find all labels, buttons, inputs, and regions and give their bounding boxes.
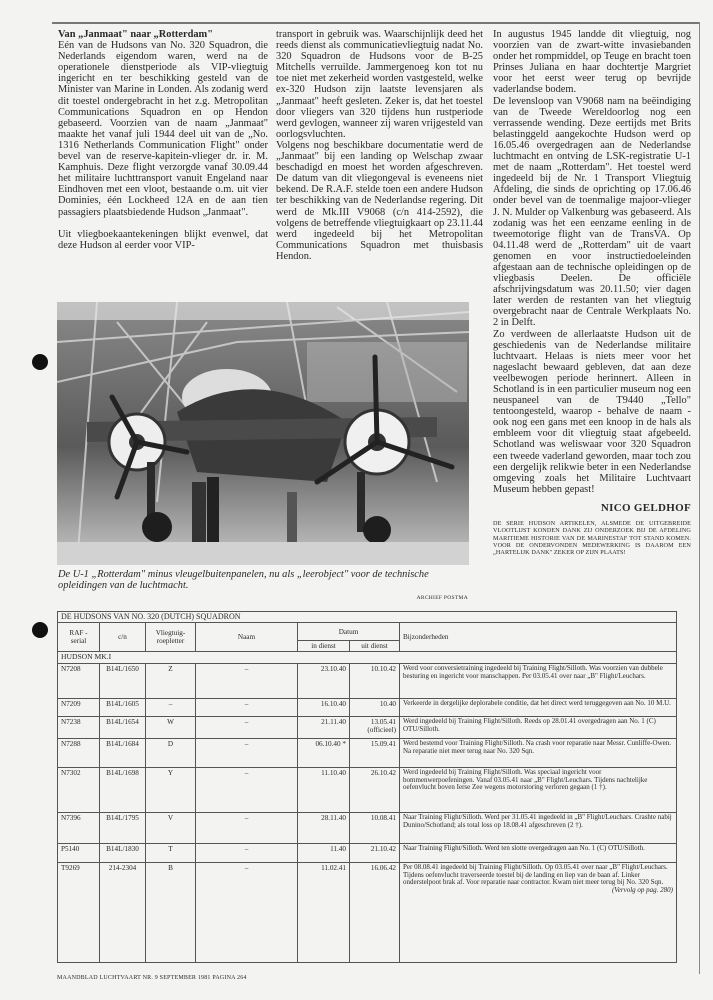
remarks-cell: Naar Training Flight/Silloth. Werd ten slotte overgedragen aan No. 1 (C) OTU/Silloth. <box>400 843 677 862</box>
serial-cell: N7238 <box>58 716 100 738</box>
cn-cell: B14L/1698 <box>100 767 146 812</box>
name-cell: – <box>196 843 298 862</box>
paragraph: De levensloop van V9068 nam na beëindiging van de Tweede Wereldoorlog nog een verrassende wending. Deze eertijds met Brits belastinggeld aangekochte Hudson werd op 16.05.46 overgedragen aan de Nederlandse luchtmacht en ontving de LSK-registratie U-1 met de naam „Rotterdam". Het toestel werd ingedeeld bij de Nr. 1 Transport Vliegtuig Afdeling, die sinds de oprichting op 17.06.46 onder bevel van de toenmalige majoor-vlieger J. N. Mulder op Valkenburg was gebaseerd. Als zodanig was het een eenzame eenling in de tweemotorige flight van de TransVA. Op 04.11.48 werd de „Rotterdam" uit de vaart genomen en voor instructiedoeleinden afgestaan aan de technische opleidingen op de vliegbasis Deelen. De officiële afschrijvingsdatum was 20.11.50; vier dagen later werden de restanten van het vliegtuig overgebracht naar de Centrale Werkplaats No. 2 in Delft. <box>493 95 691 329</box>
serial-cell: N7302 <box>58 767 100 812</box>
in-service-cell: 21.11.40 <box>298 716 350 738</box>
remarks-text: Per 08.08.41 ingedeeld bij Training Flight/Silloth. Op 03.05.41 over naar „B" Flight/Leuchars. Tijdens oefenvlucht traverseerde toestel bij de landing en liep van de baan af. Linker onderstelpoot brak af. Voor reparatie naar contractor. Kwam niet meer terug bij No. 320 Sqn. <box>403 862 668 887</box>
name-cell: – <box>196 812 298 843</box>
table-row <box>58 716 677 738</box>
paragraph: Zo verdween de allerlaatste Hudson uit de geschiedenis van de Nederlandse militaire luchtvaart. Helaas is niets meer voor het nageslacht bewaard gebleven, dat aan deze veelbewogen periode herinnert. Alleen in Schotland is in een particulier museum nog een neuspaneel van de T9440 „Tello" tentoongesteld, waarop - behalve de naam - ook nog een gans met een knoop in de hals als embleem voor dit vliegtuig staat afgebeeld. Schotland was weliswaar voor 320 Squadron een tweede vaderland geworden, maar toch zou een dergelijk relikwie beter in een Nederlandse omgeving zoals het Militaire Luchtvaart Museum hebben gepast! <box>493 328 691 495</box>
out-service-cell: 10.08.41 <box>350 812 400 843</box>
paragraph: In augustus 1945 landde dit vliegtuig, nog voorzien van de zwart-witte invasiebanden onder het rompmiddel, op Teuge en bracht toen Prinses Juliana en haar dochtertje Margriet voor het eerst weer terug op bevrijde vaderlandse bodem. <box>493 29 691 96</box>
header-name: Naam <box>196 623 298 652</box>
serial-cell: N7209 <box>58 698 100 716</box>
cn-cell: B14L/1684 <box>100 738 146 767</box>
header-date: Datum <box>298 623 400 641</box>
continued-note: (Vervolg op pag. 280) <box>611 886 673 895</box>
article-column-3 <box>493 29 691 557</box>
photo-credit: ARCHIEF POSTMA <box>416 595 468 601</box>
code-cell: – <box>146 698 196 716</box>
article-column-1 <box>58 29 268 251</box>
code-cell: T <box>146 843 196 862</box>
header-remarks: Bijzonderheden <box>400 623 677 652</box>
header-cn: c/n <box>100 623 146 652</box>
name-cell: – <box>196 663 298 698</box>
serial-cell: T9269 <box>58 862 100 962</box>
cn-cell: B14L/1795 <box>100 812 146 843</box>
table-row <box>58 843 677 862</box>
table-row <box>58 698 677 716</box>
in-service-cell: 23.10.40 <box>298 663 350 698</box>
cn-cell: B14L/1650 <box>100 663 146 698</box>
punch-hole <box>32 354 48 370</box>
name-cell: – <box>196 716 298 738</box>
table-row <box>58 862 677 962</box>
serial-cell: N7396 <box>58 812 100 843</box>
cn-cell: B14L/1605 <box>100 698 146 716</box>
header-in-service: in dienst <box>298 641 350 652</box>
cn-cell: B14L/1654 <box>100 716 146 738</box>
out-service-cell: 13.05.41 (officieel) <box>350 716 400 738</box>
page-footer: MAANDBLAD LUCHTVAART NR. 9 SEPTEMBER 1981 PAGINA 264 <box>57 975 247 981</box>
name-cell: – <box>196 767 298 812</box>
aircraft-photo <box>57 302 469 565</box>
serial-cell: N7288 <box>58 738 100 767</box>
serial-cell: P5140 <box>58 843 100 862</box>
table-row <box>58 812 677 843</box>
out-service-cell: 10.40 <box>350 698 400 716</box>
out-service-cell: 26.10.42 <box>350 767 400 812</box>
code-cell: V <box>146 812 196 843</box>
acknowledgement-note: DE SERIE HUDSON ARTIKELEN, ALSMEDE DE UITGEBREIDE VLOOTLIJST KONDEN DANK ZIJ ONDERZOEK BIJ DE AFDELING MARITIEME HISTORIE VAN DE MARINESTAF TOT STAND KOMEN. VOOR DE ONDERVONDEN MEDEWERKING IS DAAROM EEN „HARTELIJK DANK" ZEKER OP ZIJN PLAATS! <box>493 520 691 557</box>
remarks-cell: Werd ingedeeld bij Training Flight/Silloth. Reeds op 28.01.41 overgedragen aan No. 1 (C) OTU/Silloth. <box>400 716 677 738</box>
header-serial: RAF - serial <box>58 623 100 652</box>
remarks-cell: Werd ingedeeld bij Training Flight/Silloth. Was speciaal ingericht voor bommenwerpoefeningen. Vanaf 03.05.41 naar „B" Flight/Leuchars. Tijdens nachtelijke oefenvlucht boven Ierse Zee wegens motorstoring verloren gegaan (1 †). <box>400 767 677 812</box>
serial-cell: N7208 <box>58 663 100 698</box>
remarks-cell <box>400 862 677 962</box>
code-cell: B <box>146 862 196 962</box>
code-cell: Z <box>146 663 196 698</box>
cn-cell: 214-2304 <box>100 862 146 962</box>
article-title: Van „Janmaat" naar „Rotterdam" <box>58 29 213 40</box>
out-service-cell: 16.06.42 <box>350 862 400 962</box>
remarks-cell: Verkeerde in dergelijke deplorabele conditie, dat het direct werd teruggegeven aan No. 10 M.U. <box>400 698 677 716</box>
author-name: NICO GELDHOF <box>600 501 691 514</box>
table-title: DE HUDSONS VAN NO. 320 (DUTCH) SQUADRON <box>58 612 677 623</box>
out-service-cell: 21.10.42 <box>350 843 400 862</box>
remarks-cell: Naar Training Flight/Silloth. Werd per 31.05.41 ingedeeld in „B" Flight/Leuchars. Crashte nabij Dunino/Schotland; als total loss op 18.08.41 afgeschreven (2 †). <box>400 812 677 843</box>
code-cell: W <box>146 716 196 738</box>
paragraph: Uit vliegboekaantekeningen blijkt evenwel, dat deze Hudson al eerder voor VIP- <box>58 228 268 251</box>
section-label: HUDSON MK.I <box>58 652 677 663</box>
punch-hole <box>32 622 48 638</box>
paragraph: Volgens nog beschikbare documentatie werd de „Janmaat" bij een landing op Welschap zwaar beschadigd en moest het worden afgeschreven. De datum van dit vliegongeval is eveneens niet bekend. De R.A.F. stelde toen een andere Hudson ter beschikking van de Nederlandse regering. Dit werd de Mk.III V9068 (c/n 414-2592), die volgens de betreffende vliegtuigkaart op 23.11.44 werd ingedeeld bij het Metropolitan Communications Squadron met thuisbasis Hendon. <box>276 139 483 262</box>
in-service-cell: 11.40 <box>298 843 350 862</box>
table-row <box>58 663 677 698</box>
in-service-cell: 28.11.40 <box>298 812 350 843</box>
code-cell: D <box>146 738 196 767</box>
paragraph: transport in gebruik was. Waarschijnlijk deed het reeds dienst als communicatievliegtuig nadat No. 320 Squadron de Hudsons voor de B-25 Mitchells verruilde. Jammergenoeg kon tot nu toe niet met zekerheid worden vastgesteld, welke ex-320 Hudson zijn laatste levensjaren als „Janmaat" heeft gesleten. Zeker is, dat het toestel door vliegers van 320 tijdens hun rustperiode werd gevlogen, wanneer zij waren vrijgesteld van oorlogsvluchten. <box>276 29 483 140</box>
remarks-cell: Werd bestemd voor Training Flight/Silloth. Na crash voor reparatie naar Messr. Cunliffe-Owen. Na reparatie niet meer terug naar No. 320 Sqn. <box>400 738 677 767</box>
table-row <box>58 767 677 812</box>
photo-caption: De U-1 „Rotterdam" minus vleugelbuitenpanelen, nu als „leerobject" voor de technische opleidingen van de luchtmacht. <box>58 569 429 591</box>
name-cell: – <box>196 738 298 767</box>
header-code: Vliegtuig-roepletter <box>146 623 196 652</box>
in-service-cell: 16.10.40 <box>298 698 350 716</box>
code-cell: Y <box>146 767 196 812</box>
table-row <box>58 738 677 767</box>
in-service-cell: 11.10.40 <box>298 767 350 812</box>
header-out-service: uit dienst <box>350 641 400 652</box>
out-service-cell: 10.10.42 <box>350 663 400 698</box>
article-column-2 <box>276 29 483 262</box>
name-cell: – <box>196 862 298 962</box>
remarks-cell: Werd voor conversietraining ingedeeld bij Training Flight/Silloth. Was voorzien van dubbele besturing en ingericht voor manschappen. Per 03.05.41 over naar „B" Flight/Leuchars. <box>400 663 677 698</box>
in-service-cell: 11.02.41 <box>298 862 350 962</box>
hudsons-table <box>57 611 677 963</box>
out-service-cell: 15.09.41 <box>350 738 400 767</box>
in-service-cell: 06.10.40 * <box>298 738 350 767</box>
paragraph: Eén van de Hudsons van No. 320 Squadron, die Nederlands eigendom waren, werd na de operationele dienstperiode als VIP-vliegtuig ingericht en ter beschikking gesteld van de Minister van Marine in Londen. Als zodanig werd dit toestel ondergebracht in het z.g. Metropolitan Communications Squadron en op Hendon gebaseerd. Voorzien van de naam „Janmaat" maakte het vanaf juli 1944 deel uit van de „No. 1316 Netherlands Communication Flight" onder bevel van de reserve-kapitein-vlieger dr. ir. M. Kamphuis. Deze flight verzorgde vanaf 30.09.44 het militaire luchttransport vanuit Engeland naar Eindhoven met een vloot, bestaande o.m. uit vier Dominies, één Lockheed 12A en de aan tien passagiers plaatsbiedende Hudson „Janmaat". <box>58 40 268 218</box>
name-cell: – <box>196 698 298 716</box>
cn-cell: B14L/1830 <box>100 843 146 862</box>
